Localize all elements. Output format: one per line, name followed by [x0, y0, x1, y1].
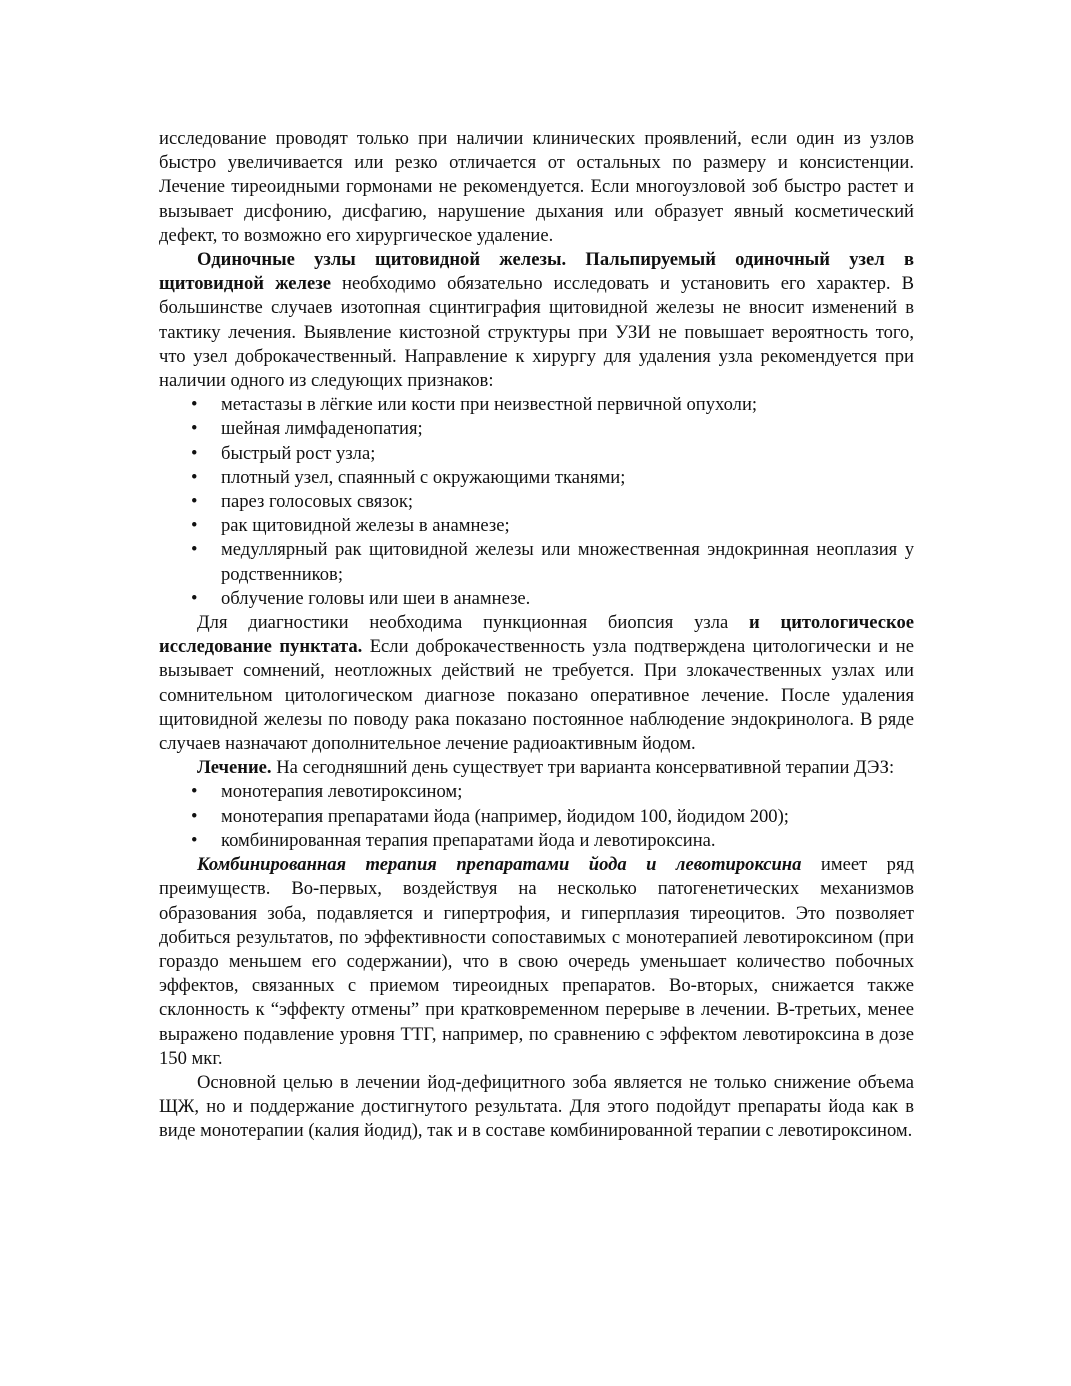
paragraph-diagnostics [159, 611, 914, 756]
list-item [159, 466, 914, 490]
list-item-text: шейная лимфаденопатия; [221, 418, 423, 440]
list-item [159, 514, 914, 538]
list-item-text: комбинированная терапия препаратами йода и левотироксина. [221, 829, 716, 851]
paragraph-diagnostics-text-1: Для диагностики необходима пункционная биопсия узла [197, 612, 750, 634]
list-item [159, 490, 914, 514]
document-page [159, 127, 914, 1144]
bullet-icon: • [191, 466, 198, 488]
list-item-text: рак щитовидной железы в анамнезе; [221, 515, 510, 537]
bullet-icon: • [191, 418, 198, 440]
bullet-icon: • [191, 394, 198, 416]
list-item-text: монотерапия левотироксином; [221, 781, 463, 803]
heading-combined-therapy: Комбинированная терапия препаратами йода и левотироксина [197, 854, 802, 876]
bullet-icon: • [191, 805, 198, 827]
list-item-text: монотерапия препаратами йода (например, йодидом 100, йодидом 200); [221, 805, 789, 827]
list-item [159, 393, 914, 417]
paragraph-diagnostics-text-2: Если доброкачественность узла подтверждена цитологически и не вызывает сомнений, неотложных действий не требуется. При злокачественных узлах или сомнительном цитологическом диагнозе показано оперативное лечение. После удаления щитовидной железы по поводу рака показано постоянное наблюдение эндокринолога. В ряде случаев назначают дополнительное лечение радиоактивным йодом. [159, 636, 914, 755]
paragraph-multinodular-goiter: исследование проводят только при наличии клинических проявлений, если один из узлов быстро увеличивается или резко отличается от остальных по размеру и консистенции. Лечение тиреоидными гормонами не рекомендуется. Если многоузловой зоб быстро растет и вызывает дисфонию, дисфагию, нарушение дыхания или образует явный косметический дефект, то возможно его хирургическое удаление. [159, 128, 914, 246]
bullet-icon: • [191, 781, 198, 803]
bullet-icon: • [191, 515, 198, 537]
list-item-text: плотный узел, спаянный с окружающими тканями; [221, 466, 626, 488]
list-item [159, 587, 914, 611]
paragraph-treatment-text: На сегодняшний день существует три варианта консервативной терапии ДЭЗ: [271, 757, 895, 779]
list-item-text: метастазы в лёгкие или кости при неизвестной первичной опухоли; [221, 394, 758, 416]
bullet-icon: • [191, 587, 198, 609]
paragraph-solitary-nodules-text: необходимо обязательно исследовать и установить его характер. В большинстве случаев изотопная сцинтиграфия щитовидной железы не вносит изменений в тактику лечения. Выявление кистозной структуры при УЗИ не повышает вероятность того, что узел доброкачественный. Направление к хирургу для удаления узла рекомендуется при наличии одного из следующих признаков: [159, 273, 914, 392]
surgery-indications-list [159, 393, 914, 611]
list-item [159, 780, 914, 804]
paragraph-solitary-nodules [159, 248, 914, 393]
list-item [159, 417, 914, 441]
heading-solitary-nodules: Одиночные узлы щитовидной железы. Пальпируемый одиночный узел в щитовидной железе [159, 249, 914, 295]
bullet-icon: • [191, 539, 198, 561]
list-item [159, 538, 914, 586]
paragraph-diagnostics-bold: и цитологическое исследование пунктата. [159, 612, 914, 658]
therapy-options-list [159, 780, 914, 853]
paragraph-main-goal: Основной целью в лечении йод-дефицитного зоба является не только снижение объема ЩЖ, но и поддержание достигнутого результата. Для этого подойдут препараты йода как в виде монотерапии (калия йодид), так и в составе комбинированной терапии с левотироксином. [159, 1071, 914, 1142]
list-item-text: быстрый рост узла; [221, 442, 376, 464]
paragraph-combined-therapy [159, 853, 914, 1071]
list-item [159, 829, 914, 853]
list-item-text: парез голосовых связок; [221, 491, 414, 513]
heading-treatment: Лечение. [197, 757, 272, 779]
paragraph-treatment [159, 756, 914, 780]
paragraph-combined-therapy-text: имеет ряд преимуществ. Во-первых, воздействуя на несколько патогенетических механизмов образования зоба, подавляется и гипертрофия, и гиперплазия тиреоцитов. Это позволяет добиться результатов, по эффективности сопоставимых с монотерапией левотироксином (при гораздо меньшем его содержании), что в свою очередь уменьшает количество побочных эффектов, связанных с приемом тиреоидных препаратов. Во-вторых, снижается также склонность к “эффекту отмены” при кратковременном перерыве в лечении. В-третьих, менее выражено подавление уровня ТТГ, например, по сравнению с эффектом левотироксина в дозе 150 мкг. [159, 854, 914, 1069]
list-item [159, 805, 914, 829]
list-item [159, 442, 914, 466]
bullet-icon: • [191, 829, 198, 851]
list-item-text: медуллярный рак щитовидной железы или множественная эндокринная неоплазия у родственников; [221, 539, 914, 585]
bullet-icon: • [191, 491, 198, 513]
bullet-icon: • [191, 442, 198, 464]
list-item-text: облучение головы или шеи в анамнезе. [221, 587, 531, 609]
